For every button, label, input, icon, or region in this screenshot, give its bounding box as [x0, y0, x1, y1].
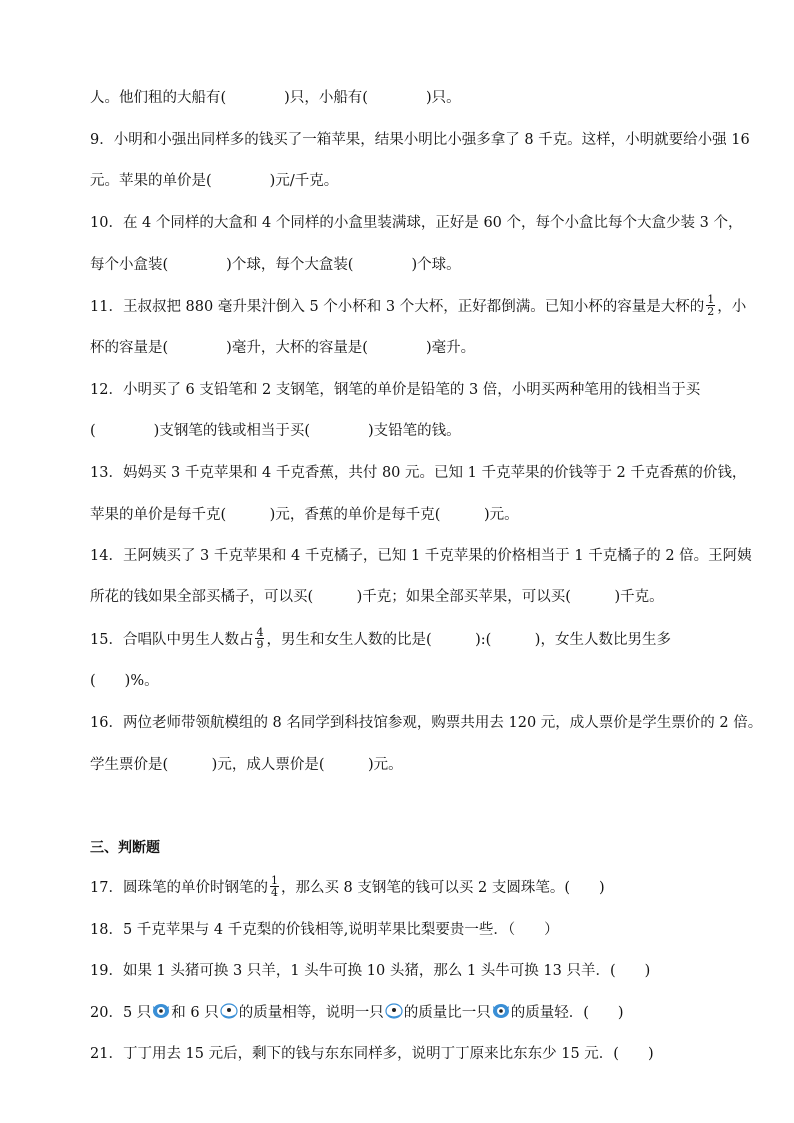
blue-bird-icon — [491, 1000, 511, 1020]
question-16-line-2: 学生票价是( )元，成人票价是( )元。 — [90, 757, 403, 773]
question-10-line-2: 每个小盒装( )个球，每个大盒装( )个球。 — [90, 257, 461, 273]
question-12-line-1: 12．小明买了 6 支铅笔和 2 支钢笔，钢笔的单价是铅笔的 3 倍，小明买两种笔用的钱相当于买 — [90, 382, 701, 398]
question-13-line-1: 13．妈妈买 3 千克苹果和 4 千克香蕉，共付 80 元。已知 1 千克苹果的价钱等于 2 千克香蕉的价钱， — [90, 465, 747, 481]
fraction-numerator: 4 — [256, 625, 264, 639]
question-15-text-a: 15．合唱队中男生人数占 — [90, 632, 254, 648]
question-21: 21．丁丁用去 15 元后，剩下的钱与东东同样多，说明丁丁原来比东东少 15 元．( ) — [90, 1046, 654, 1062]
fraction-denominator: 4 — [270, 885, 278, 899]
question-9-line-1: 9．小明和小强出同样多的钱买了一箱苹果，结果小明比小强多拿了 8 千克。这样，小明就要给小强 16 — [90, 132, 750, 148]
question-19: 19．如果 1 头猪可换 3 只羊，1 头牛可换 10 头猪，那么 1 头牛可换 13 只羊．( ) — [90, 963, 651, 979]
fraction-denominator: 2 — [707, 304, 715, 318]
fraction-one-quarter — [270, 875, 279, 898]
question-11-line-1 — [90, 292, 747, 322]
fraction-one-half — [706, 294, 715, 317]
question-18: 18．5 千克苹果与 4 千克梨的价钱相等,说明苹果比梨要贵一些．（ ） — [90, 922, 559, 938]
section-heading-judgement: 三、判断题 — [90, 840, 160, 856]
question-10-line-1: 10．在 4 个同样的大盒和 4 个同样的小盒里装满球，正好是 60 个，每个小盒比每个大盒少装 3 个， — [90, 215, 743, 231]
question-8-continuation: 人。他们租的大船有( )只，小船有( )只。 — [90, 90, 461, 106]
blue-bird-icon — [151, 1000, 171, 1020]
white-bird-icon — [384, 1000, 404, 1020]
fraction-numerator: 1 — [707, 292, 715, 306]
question-20-text-b: 和 6 只 — [171, 1005, 219, 1021]
question-16-line-1: 16．两位老师带领航模组的 8 名同学到科技馆参观，购票共用去 120 元，成人票价是学生票价的 2 倍。 — [90, 715, 763, 731]
question-14-line-1: 14．王阿姨买了 3 千克苹果和 4 千克橘子，已知 1 千克苹果的价格相当于 1 千克橘子的 2 倍。王阿姨 — [90, 548, 752, 564]
white-bird-icon — [219, 1000, 239, 1020]
fraction-denominator: 9 — [256, 637, 264, 651]
question-20-text-d: 的质量比一只 — [403, 1005, 491, 1021]
question-17-text-b: ，那么买 8 支钢笔的钱可以买 2 支圆珠笔。( ) — [280, 880, 605, 896]
question-11-text-b: ，小 — [717, 299, 747, 315]
question-20-text-a: 20．5 只 — [90, 1005, 152, 1021]
question-17 — [90, 873, 730, 903]
question-9-line-2: 元。苹果的单价是( )元/千克。 — [90, 173, 339, 189]
fraction-numerator: 1 — [270, 873, 278, 887]
question-15-line-2: ( )%。 — [90, 673, 159, 689]
question-13-line-2: 苹果的单价是每千克( )元，香蕉的单价是每千克( )元。 — [90, 507, 519, 523]
question-15-text-b: ，男生和女生人数的比是( ):( )，女生人数比男生多 — [266, 632, 671, 648]
question-11-line-2: 杯的容量是( )毫升，大杯的容量是( )毫升。 — [90, 340, 476, 356]
question-20 — [90, 998, 730, 1028]
question-20-text-c: 的质量相等，说明一只 — [238, 1005, 384, 1021]
question-14-line-2: 所花的钱如果全部买橘子，可以买( )千克；如果全部买苹果，可以买( )千克。 — [90, 589, 664, 605]
question-12-line-2: ( )支钢笔的钱或相当于买( )支铅笔的钱。 — [90, 423, 461, 439]
fraction-four-ninths — [255, 627, 264, 650]
question-11-text-a: 11．王叔叔把 880 毫升果汁倒入 5 个小杯和 3 个大杯，正好都倒满。已知小杯的容量是大杯的 — [90, 299, 705, 315]
question-17-text-a: 17．圆珠笔的单价时钢笔的 — [90, 880, 268, 896]
question-15-line-1 — [90, 625, 730, 655]
question-20-text-e: 的质量轻．( ) — [510, 1005, 624, 1021]
